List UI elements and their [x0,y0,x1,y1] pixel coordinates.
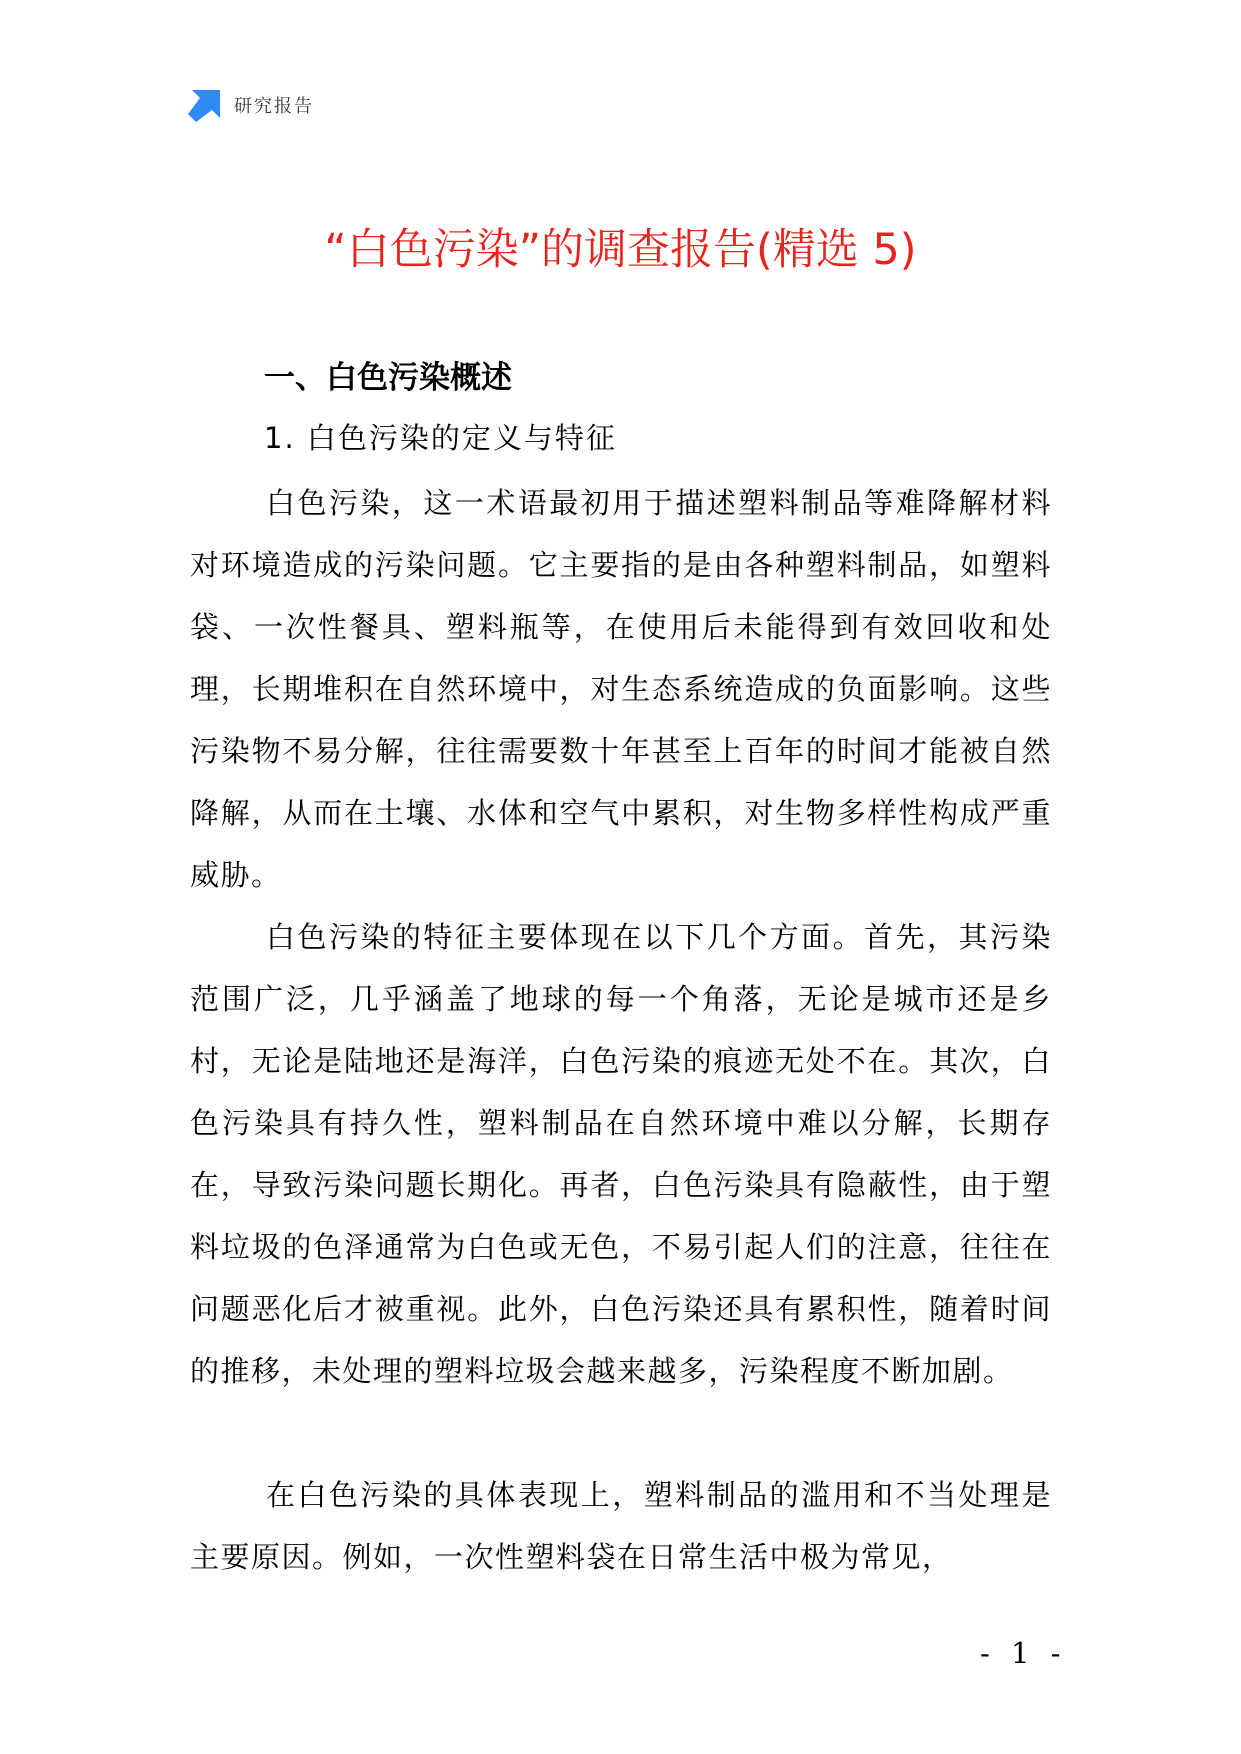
page-header [188,88,314,122]
section-heading: 一、白色污染概述 [264,360,512,396]
arrow-up-right-icon [188,88,222,122]
body-paragraph: 在白色污染的具体表现上，塑料制品的滥用和不当处理是主要原因。例如，一次性塑料袋在日常生活中极为常见， [190,1478,1052,1574]
document-title: “白色污染”的调查报告(精选 5) [324,225,917,275]
sub-heading: 1. 白色污染的定义与特征 [264,421,617,455]
header-label: 研究报告 [234,96,314,117]
body-paragraph: 白色污染的特征主要体现在以下几个方面。首先，其污染范围广泛，几乎涵盖了地球的每一个角落，无论是城市还是乡村，无论是陆地还是海洋，白色污染的痕迹无处不在。其次，白色污染具有持久性，塑料制品在自然环境中难以分解，长期存在，导致污染问题长期化。再者，白色污染具有隐蔽性，由于塑料垃圾的色泽通常为白色或无色，不易引起人们的注意，往往在问题恶化后才被重视。此外，白色污染还具有累积性，随着时间的推移，未处理的塑料垃圾会越来越多，污染程度不断加剧。 [190,920,1052,1388]
page-number: - 1 - [980,1636,1067,1670]
body-paragraph: 白色污染，这一术语最初用于描述塑料制品等难降解材料对环境造成的污染问题。它主要指的是由各种塑料制品，如塑料袋、一次性餐具、塑料瓶等，在使用后未能得到有效回收和处理，长期堆积在自然环境中，对生态系统造成的负面影响。这些污染物不易分解，往往需要数十年甚至上百年的时间才能被自然降解，从而在土壤、水体和空气中累积，对生物多样性构成严重威胁。 [190,486,1052,892]
